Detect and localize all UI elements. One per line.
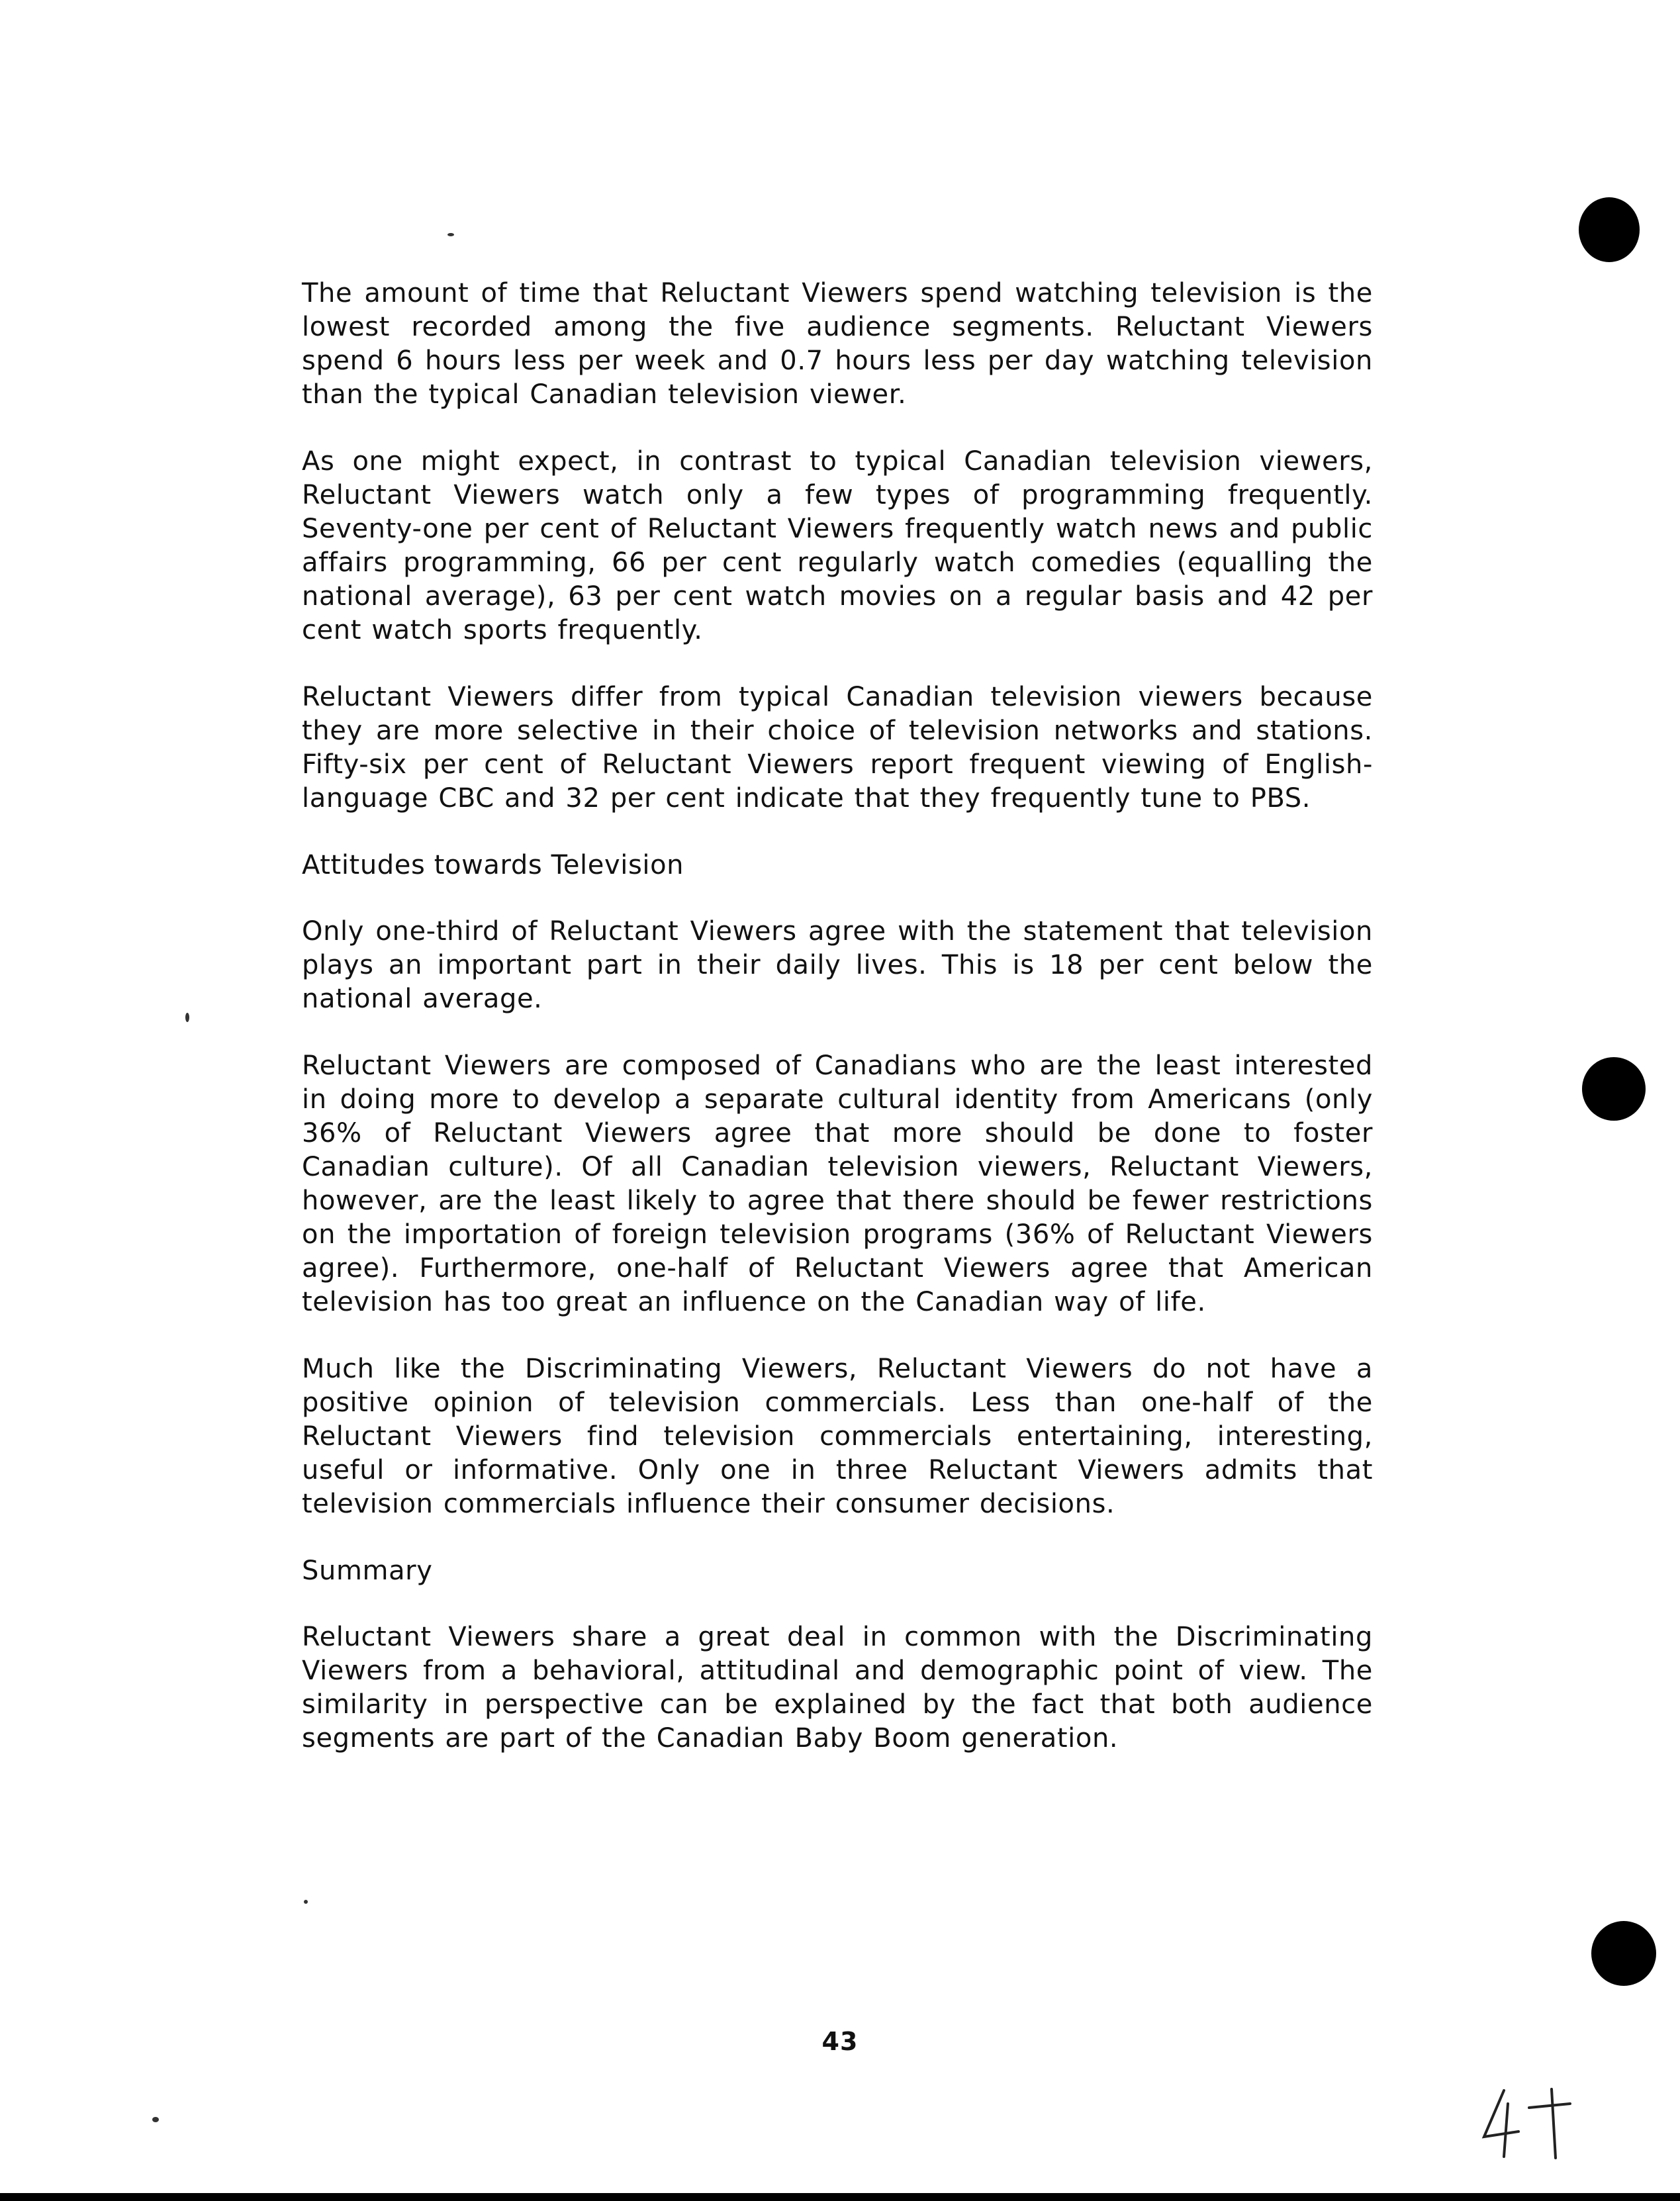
paragraph-importance: Only one-third of Reluctant Viewers agree with the statement that television plays an important part in their daily lives. This is 18 per cent below the national average. <box>302 916 1373 1014</box>
paragraph-cultural-identity: Reluctant Viewers are composed of Canadians who are the least interested in doing more to develop a separate cultural identity from Americans (only 36% of Reluctant Viewers agree that more should be done to foster Canadian culture). Of all Canadian television viewers, Reluctant Viewers, however, are the least likely to agree that there should be fewer restrictions on the importation of foreign television programs (36% of Reluctant Viewers agree). Furthermore, one-half of Reluctant Viewers agree that American television has too great an influence on the Canadian way of life. <box>302 1051 1373 1317</box>
paragraph-summary: Reluctant Viewers share a great deal in common with the Discriminating Viewers from a behavioral, attitudinal and demographic point of view. The similarity in perspective can be explained by the fact that both audience segments are part of the Canadian Baby Boom generation. <box>302 1622 1373 1754</box>
handwritten-page-mark <box>1477 2084 1577 2163</box>
section-heading-attitudes: Attitudes towards Television <box>302 850 684 880</box>
section-heading-summary: Summary <box>302 1556 433 1586</box>
punch-hole-top <box>1579 197 1640 262</box>
document-body <box>302 277 1373 1789</box>
paragraph-programming: As one might expect, in contrast to typical Canadian television viewers, Reluctant Viewers watch only a few types of programming frequently. Seventy-one per cent of Reluctant Viewers frequently watch news and public affairs programming, 66 per cent regularly watch comedies (equalling the national average), 63 per cent watch movies on a regular basis and 42 per cent watch sports frequently. <box>302 446 1373 645</box>
scan-speck <box>185 1013 189 1022</box>
paragraph-networks: Reluctant Viewers differ from typical Canadian television viewers because they are more selective in their choice of television networks and stations. Fifty-six per cent of Reluctant Viewers report frequent viewing of English-language CBC and 32 per cent indicate that they frequently tune to PBS. <box>302 682 1373 814</box>
punch-hole-bottom <box>1591 1921 1656 1986</box>
scan-bottom-edge <box>0 2193 1680 2201</box>
punch-hole-middle <box>1582 1057 1646 1121</box>
scan-speck <box>447 233 454 236</box>
scan-speck <box>304 1900 308 1904</box>
paragraph-commercials: Much like the Discriminating Viewers, Reluctant Viewers do not have a positive opinion of television commercials. Less than one-half of the Reluctant Viewers find television commercials entertaining, interesting, useful or informative. Only one in three Reluctant Viewers admits that television commercials influence their consumer decisions. <box>302 1354 1373 1519</box>
paragraph-viewing-time: The amount of time that Reluctant Viewers spend watching television is the lowest recorded among the five audience segments. Reluctant Viewers spend 6 hours less per week and 0.7 hours less per day watching television than the typical Canadian television viewer. <box>302 278 1373 410</box>
page-number: 43 <box>821 2027 859 2056</box>
scan-speck <box>152 2117 159 2122</box>
